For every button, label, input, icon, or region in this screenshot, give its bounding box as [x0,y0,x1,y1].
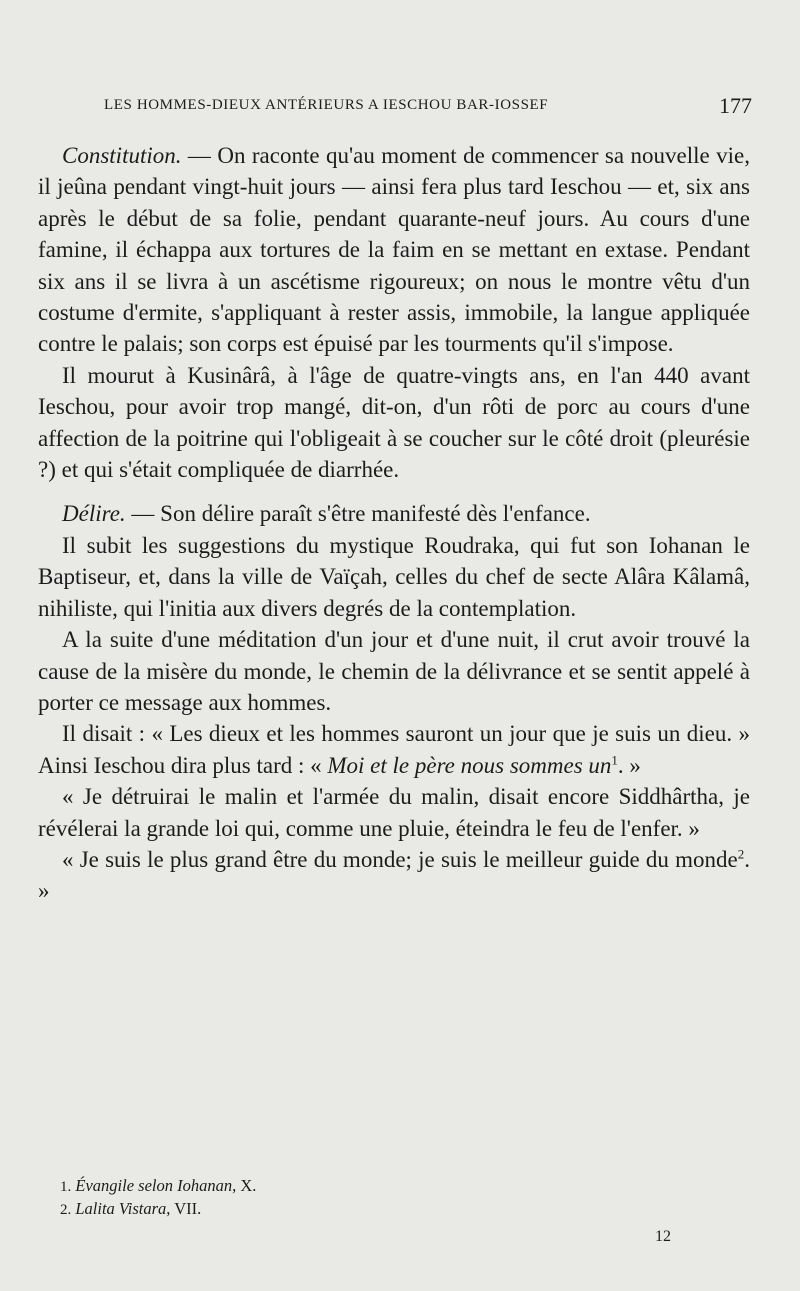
paragraph-quote-guide [38,844,750,907]
footnotes [60,1175,660,1221]
paragraph-text: Il mourut à Kusinârâ, à l'âge de quatre-vingts ans, en l'an 440 avant Ieschou, pour avoir trop mangé, dit-on, d'un rôti de porc au cours d'une affection de la poitrine qui l'obligeait à se coucher sur le côté droit (pleurésie ?) et qui s'était compliquée de diarrhée. [38,362,750,483]
footnote-number: 2. [60,1202,72,1218]
signature-mark: 12 [655,1228,671,1245]
footnote [60,1198,660,1221]
paragraph-delire [38,498,750,529]
paragraph-suggestions [38,530,750,624]
paragraph-text: . » [617,752,641,778]
runin-heading: Délire. [62,501,126,527]
footnote-number: 1. [60,1179,72,1195]
paragraph-text: Il subit les suggestions du mystique Roudraka, qui fut son Iohanan le Baptiseur, et, dans la ville de Vaïçah, celles du chef de secte Alâra Kâlamâ, nihiliste, qui l'initia aux divers degrés de la contemplation. [38,532,750,621]
footnote-ref: 1 [611,752,618,768]
paragraph-text: . » [38,846,750,904]
running-title: LES HOMMES-DIEUX ANTÉRIEURS A IESCHOU BAR-IOSSEF [104,97,549,113]
body-text [38,140,750,907]
page-number: 177 [719,93,752,118]
footnote-source: Lalita Vistara [75,1199,167,1218]
paragraph-meditation [38,624,750,718]
footnote-ref: 2 [737,846,745,862]
footnote-source: Évangile selon Iohanan [75,1176,233,1195]
paragraph-text: — On raconte qu'au moment de commencer sa nouvelle vie, il jeûna pendant vingt-huit jours — ainsi fera plus tard Ieschou — et, six ans après le début de sa folie, pendant quarante-neuf jours. Au cours d'une famine, il échappa aux tortures de la faim en se mettant en extase. Pendant six ans il se livra à un ascétisme rigoureux; on nous le montre vêtu d'un costume d'ermite, s'appliquant à rester assis, immobile, la langue appliquée contre le palais; son corps est épuisé par les tourments qu'il s'impose. [38,143,750,357]
footnote-rest: , VII. [166,1199,202,1218]
paragraph-text: « Je suis le plus grand être du monde; je suis le meilleur guide du monde [62,846,738,872]
runin-heading: Constitution. [62,143,182,168]
paragraph-quote-malin [38,781,750,844]
paragraph-death [38,360,750,486]
paragraph-constitution [38,140,750,360]
paragraph-quote-dieu [38,718,750,781]
running-head [104,93,752,117]
italic-quote: Moi et le père nous sommes un [327,752,612,778]
paragraph-text: « Je détruirai le malin et l'armée du malin, disait encore Siddhârtha, je révélerai la grande loi qui, comme une pluie, éteindra le feu de l'enfer. » [38,784,750,841]
footnote-rest: , X. [232,1176,257,1195]
footnote [60,1175,660,1198]
paragraph-text: A la suite d'une méditation d'un jour et d'une nuit, il crut avoir trouvé la cause de la misère du monde, le chemin de la délivrance et se sentit appelé à porter ce message aux hommes. [38,627,750,715]
paragraph-text: Il disait : « Les dieux et les hommes sauront un jour que je suis un dieu. » Ainsi Ieschou dira plus tard : « [38,721,750,778]
paragraph-text: — Son délire paraît s'être manifesté dès l'enfance. [125,501,591,527]
